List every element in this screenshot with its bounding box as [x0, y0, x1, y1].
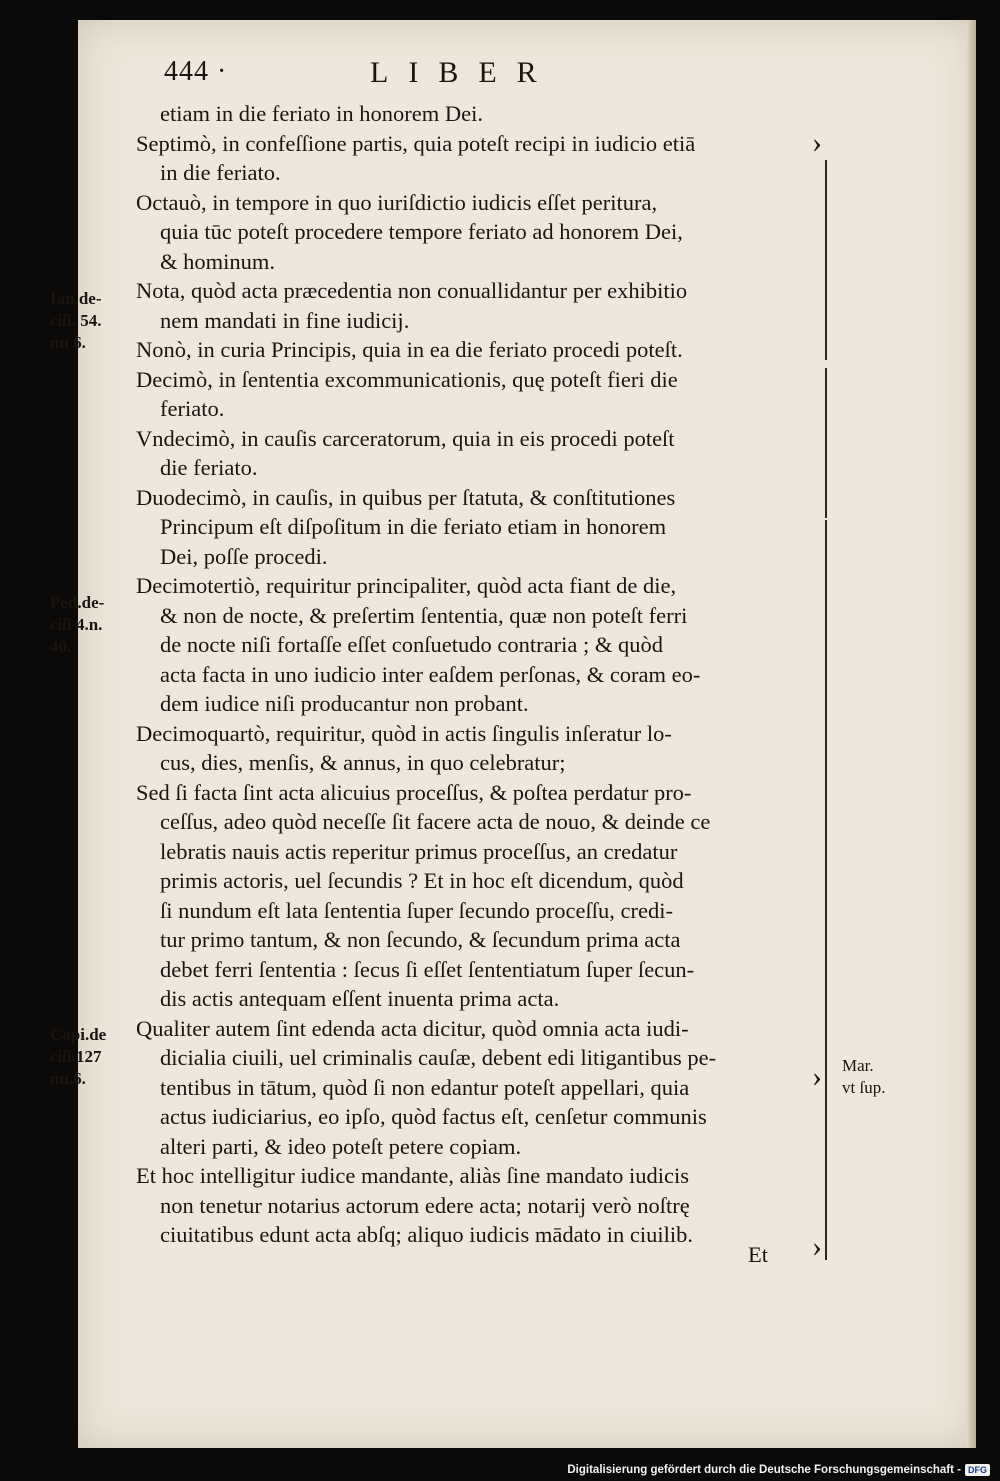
- paragraph: [136, 335, 816, 365]
- note-line: nu 6.: [50, 333, 86, 352]
- note-line: ciſi 4.n.: [50, 615, 103, 634]
- margin-rule: [825, 160, 827, 360]
- page-edge: [966, 20, 976, 1448]
- note-line: Ian.de-: [50, 289, 102, 308]
- text-line: in die feriato.: [160, 160, 281, 185]
- text-line: Septimò, in confeſſione partis, quia poteſt recipi in iudicio etiā: [136, 130, 696, 156]
- paragraph: [136, 571, 816, 719]
- text-line: Decimò, in ſententia excommunicationis, quę poteſt fieri die: [136, 366, 678, 392]
- text-line: acta facta in uno iudicio inter eaſdem perſonas, & coram eo-: [160, 661, 701, 687]
- paragraph: [136, 99, 816, 129]
- brace-mark: ›: [812, 126, 822, 159]
- text-line: quia tūc poteſt procedere tempore feriato ad honorem Dei,: [160, 219, 683, 244]
- text-line: & hominum.: [160, 248, 276, 274]
- note-line: Mar.: [842, 1056, 874, 1075]
- text-line: die feriato.: [160, 455, 258, 480]
- text-line: Decimotertiò, requiritur principaliter, quòd acta fiant de die,: [136, 573, 677, 598]
- text-line: Octauò, in tempore in quo iuriſdictio iudicis eſſet peritura,: [136, 189, 658, 215]
- text-line: Nonò, in curia Principis, quia in ea die feriato procedi poteſt.: [136, 337, 683, 362]
- text-line: alteri parti, & ideo poteſt petere copiam.: [160, 1133, 522, 1159]
- note-line: ciſi. 54.: [50, 311, 102, 330]
- brace-mark: ›: [812, 1230, 822, 1263]
- text-line: Sed ſi facta ſint acta alicuius proceſſus, & poſtea perdatur pro-: [136, 779, 692, 805]
- text-line: dis actis antequam eſſent inuenta prima acta.: [160, 986, 560, 1011]
- text-line: etiam in die feriato in honorem Dei.: [160, 101, 484, 126]
- text-line: dem iudice niſi producantur non probant.: [160, 691, 529, 716]
- text-line: ceſſus, adeo quòd neceſſe ſit facere acta de nouo, & deinde ce: [160, 809, 711, 834]
- note-line: 40.: [50, 637, 72, 656]
- running-title: LIBER: [370, 56, 557, 89]
- margin-note-left: [50, 1024, 130, 1090]
- paragraph: [136, 188, 816, 277]
- text-line: ciuitatibus edunt acta abſq; aliquo iudicis mādato in ciuilib.: [160, 1222, 694, 1247]
- margin-rule: [825, 520, 827, 1260]
- paragraph: [136, 1014, 816, 1162]
- paragraph: [136, 1161, 816, 1250]
- paragraph: [136, 424, 816, 483]
- text-line: Nota, quòd acta præcedentia non conuallidantur per exhibitio: [136, 278, 688, 303]
- text-line: Decimoquartò, requiritur, quòd in actis ſingulis inſeratur lo-: [136, 720, 672, 746]
- paragraph: [136, 778, 816, 1014]
- text-line: actus iudiciarius, eo ipſo, quòd factus eſt, cenſetur communis: [160, 1104, 707, 1129]
- paragraph: [136, 365, 816, 424]
- note-line: nu.6.: [50, 1069, 86, 1088]
- text-line: de nocte niſi fortaſſe eſſet conſuetudo contraria ; & quòd: [160, 632, 663, 657]
- text-line: Dei, poſſe procedi.: [160, 543, 328, 569]
- text-line: feriato.: [160, 396, 225, 421]
- text-line: dicialia ciuili, uel criminalis cauſæ, debent edi litigantibus pe-: [160, 1045, 717, 1070]
- margin-note-left: [50, 288, 130, 354]
- note-line: vt ſup.: [842, 1078, 886, 1097]
- text-line: lebratis nauis actis reperitur primus proceſſus, an credatur: [160, 838, 678, 864]
- text-line: tentibus in tātum, quòd ſi non edantur poteſt appellari, quia: [160, 1074, 690, 1100]
- text-line: & non de nocte, & preſertim ſententia, quæ non poteſt ferri: [160, 602, 688, 628]
- footer-text: Digitalisierung gefördert durch die Deutsche Forschungsgemeinschaft -: [567, 1464, 961, 1476]
- text-line: nem mandati in fine iudicij.: [160, 307, 410, 333]
- text-line: cus, dies, menſis, & annus, in quo celebratur;: [160, 750, 566, 775]
- text-line: Vndecimò, in cauſis carceratorum, quia in eis procedi poteſt: [136, 425, 675, 451]
- text-line: tur primo tantum, & non ſecundo, & ſecundum prima acta: [160, 927, 681, 952]
- text-line: Et hoc intelligitur iudice mandante, aliàs ſine mandato iudicis: [136, 1163, 689, 1188]
- text-line: ſi nundum eſt lata ſententia ſuper ſecundo proceſſu, credi-: [160, 897, 673, 923]
- margin-note-right: [842, 1055, 912, 1099]
- margin-rule: [825, 368, 827, 518]
- text-line: Duodecimò, in cauſis, in quibus per ſtatuta, & conſtitutiones: [136, 484, 676, 510]
- paragraph: [136, 276, 816, 335]
- dfg-logo: DFG: [965, 1464, 990, 1476]
- text-line: non tenetur notarius actorum edere acta; notarij verò noſtrę: [160, 1192, 690, 1218]
- note-line: Capi.de: [50, 1025, 107, 1044]
- main-text: [136, 99, 816, 1250]
- text-line: Principum eſt diſpoſitum in die feriato etiam in honorem: [160, 514, 667, 539]
- text-line: debet ferri ſententia : ſecus ſi eſſet ſententiatum ſuper ſecun-: [160, 956, 695, 982]
- margin-note-left: [50, 592, 130, 658]
- note-line: ciſi.127: [50, 1047, 102, 1066]
- text-line: Qualiter autem ſint edenda acta dicitur, quòd omnia acta iudi-: [136, 1015, 689, 1041]
- paragraph: [136, 129, 816, 188]
- paragraph: [136, 483, 816, 572]
- catchword: Et: [748, 1242, 768, 1267]
- footer-credit: [567, 1464, 990, 1476]
- paragraph: [136, 719, 816, 778]
- page-number: 444 ·: [164, 56, 228, 87]
- note-line: Ped.de-: [50, 593, 105, 612]
- brace-mark: ›: [812, 1060, 822, 1093]
- text-line: primis actoris, uel ſecundis ? Et in hoc eſt dicendum, quòd: [160, 868, 684, 893]
